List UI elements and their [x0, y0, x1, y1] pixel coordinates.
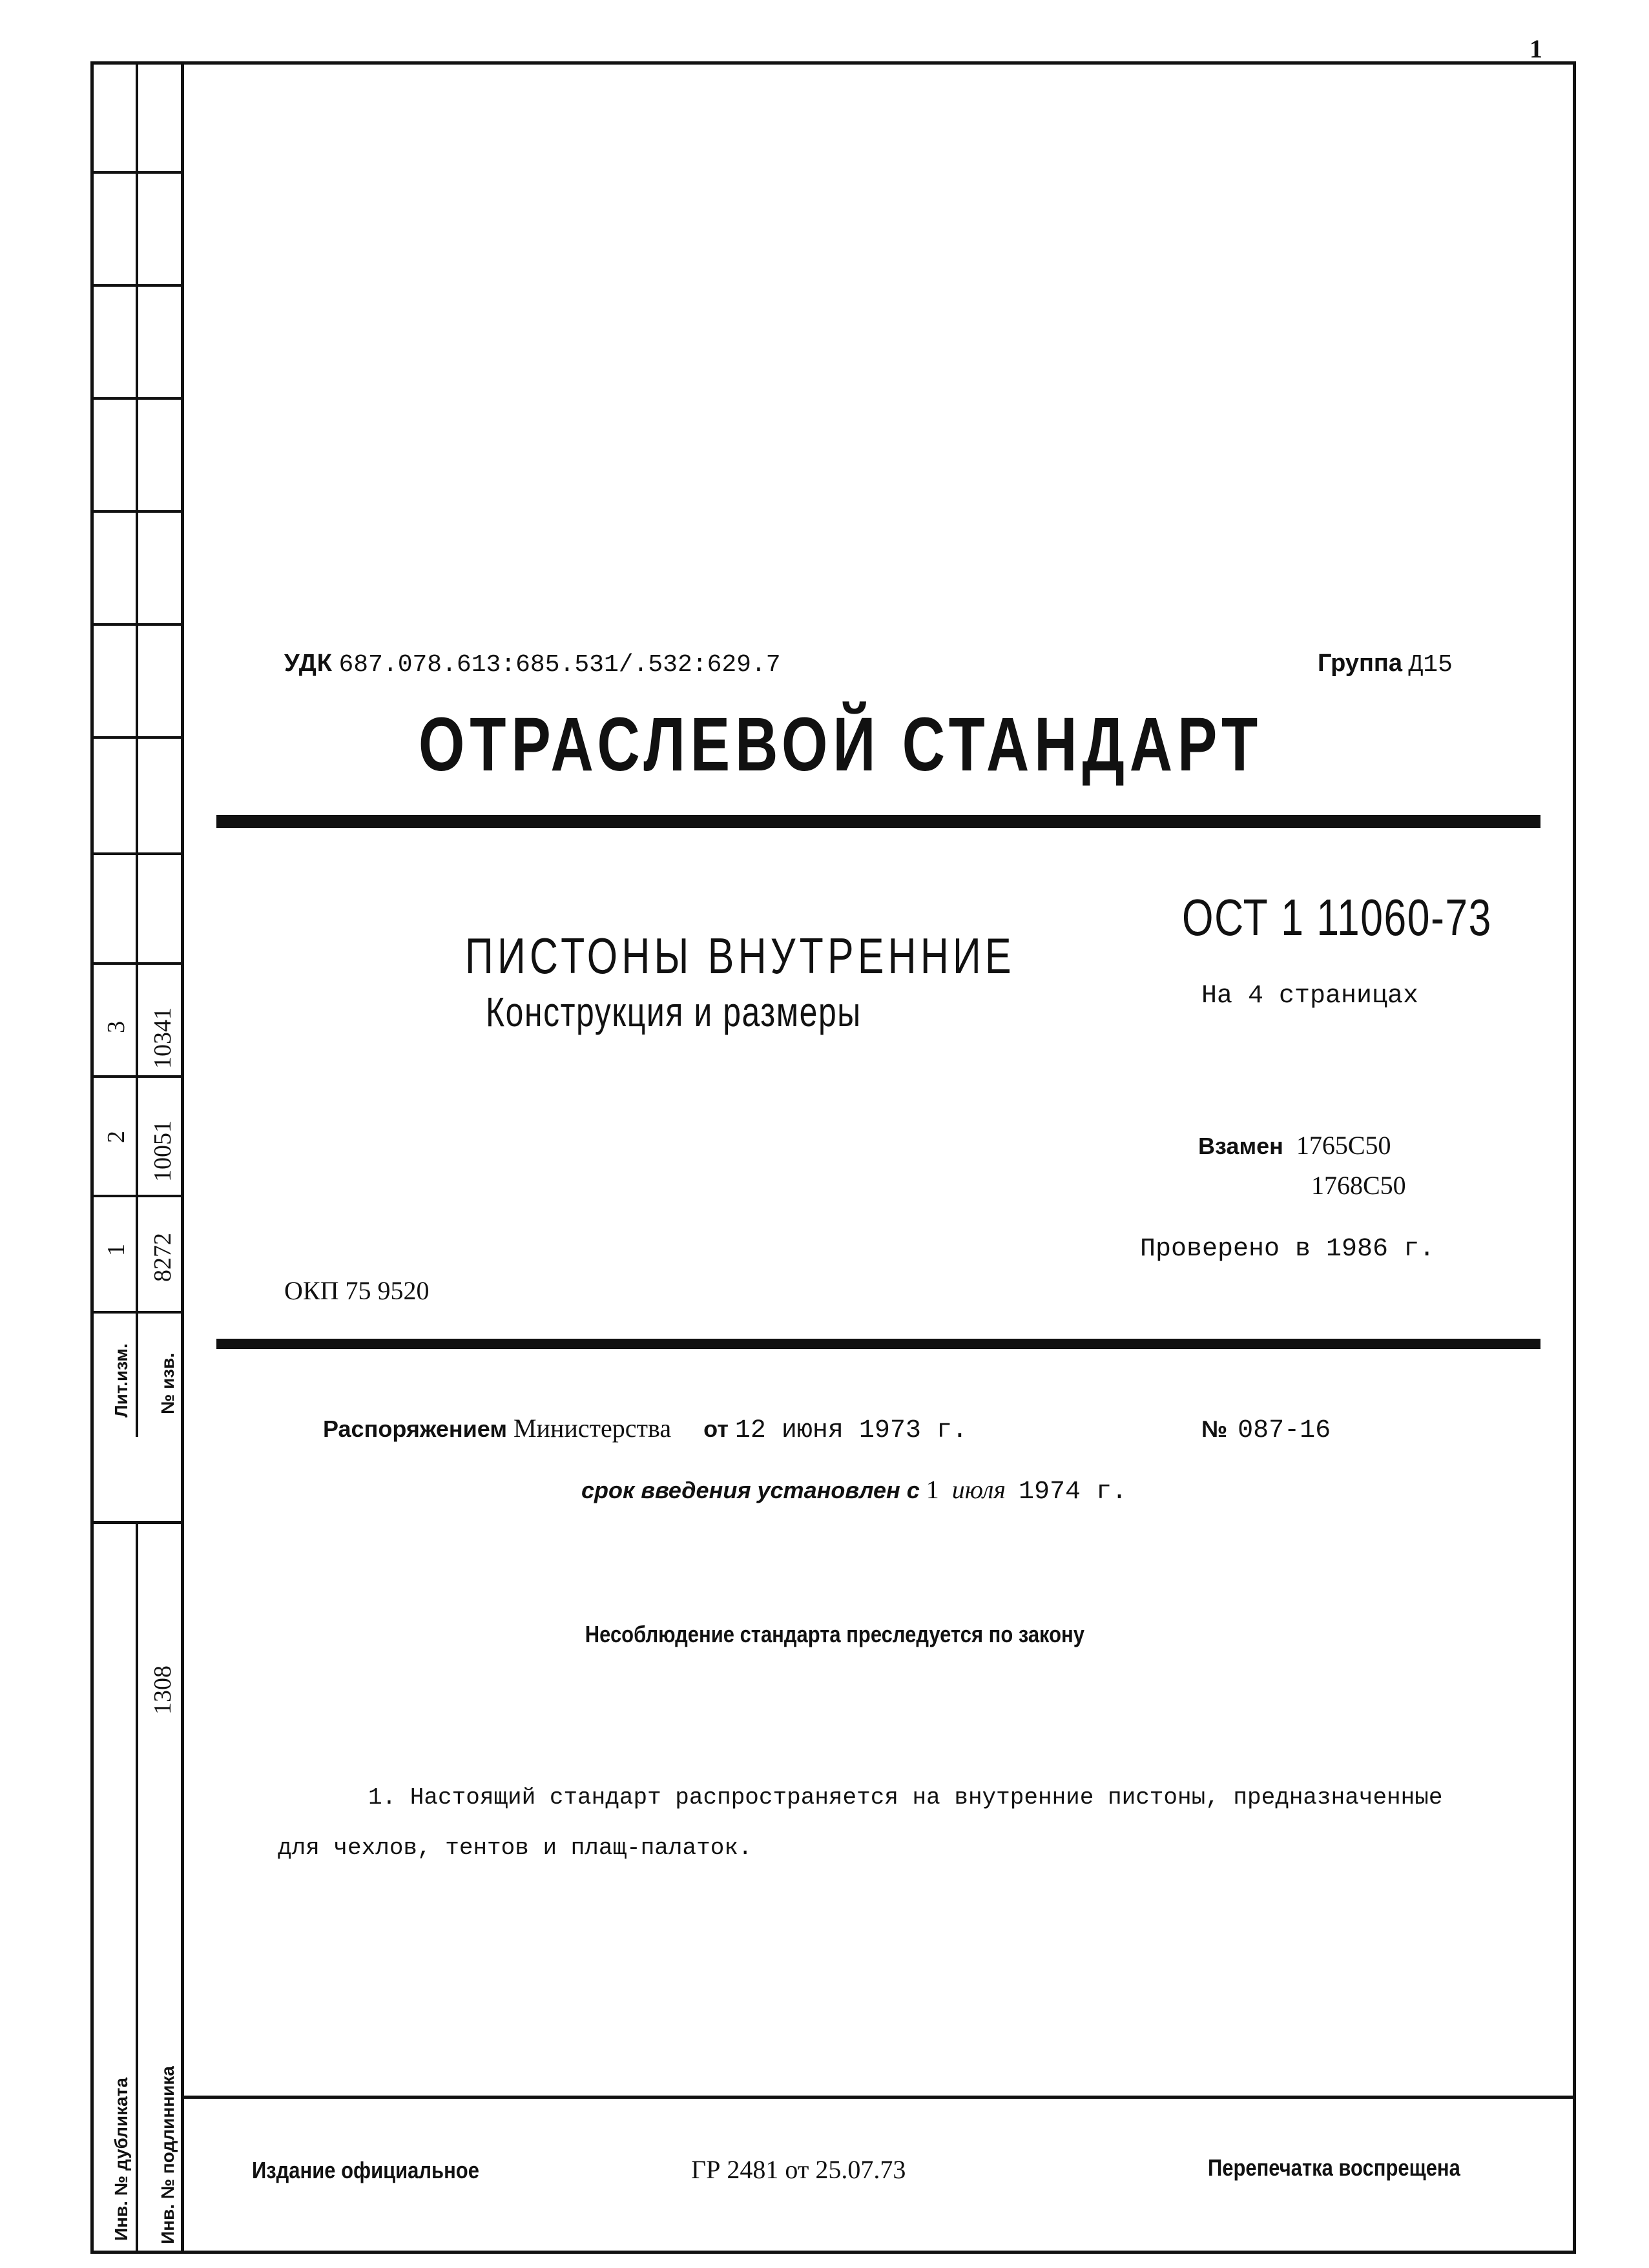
- udk-value: 687.078.613:685.531/.532:629.7: [338, 651, 781, 679]
- footer-edition: Издание официальное: [252, 2157, 479, 2183]
- order-date: 12 июня 1973 г.: [734, 1416, 968, 1445]
- side-header-change-sheet: Лит.изм.: [111, 1343, 131, 1418]
- paragraph-1: [278, 1773, 1460, 1873]
- effective-label: срок введения установлен с: [581, 1477, 920, 1503]
- side-table-divider: [90, 1311, 184, 1314]
- effective-day: 1: [926, 1475, 939, 1504]
- order-line: [323, 1413, 968, 1445]
- standard-number: ОСТ 1 11060-73: [1182, 889, 1492, 946]
- page-number: 1: [1530, 34, 1542, 63]
- order-number-line: [1201, 1413, 1331, 1445]
- footer-reprint: Перепечатка воспрещена: [1208, 2154, 1460, 2181]
- group-line: [1318, 649, 1453, 679]
- udk-label: УДК: [284, 650, 333, 677]
- side-original-inv-label: Инв. № подлинника: [158, 2066, 178, 2244]
- side-change-sheet-1: 1: [103, 1244, 130, 1256]
- legal-note: Несоблюдение стандарта преследуется по закону: [585, 1621, 1084, 1647]
- document-kind-heading: ОТРАСЛЕВОЙ СТАНДАРТ: [418, 702, 1263, 787]
- okp-code: ОКП 75 9520: [284, 1276, 430, 1305]
- paragraph-1-text: 1. Настоящий стандарт распространяется на внутренние пистоны, предназначенные для чехлов, тентов и плащ-палаток.: [278, 1784, 1443, 1861]
- replaces-line: [1198, 1130, 1391, 1160]
- document-title: ПИСТОНЫ ВНУТРЕННИЕ: [465, 927, 1015, 984]
- group-value: Д15: [1408, 651, 1453, 679]
- effective-date-line: [581, 1474, 1127, 1507]
- group-label: Группа: [1318, 650, 1402, 677]
- udk-line: [284, 649, 781, 679]
- effective-month: июля: [951, 1475, 1006, 1504]
- side-table-divider: [90, 1075, 184, 1078]
- document-subtitle: Конструкция и размеры: [486, 989, 862, 1035]
- side-notice-1: 8272: [149, 1233, 176, 1282]
- side-notice-3: 10341: [149, 1007, 176, 1069]
- side-table-divider: [90, 852, 184, 855]
- footer-registration: ГР 2481 от 25.07.73: [691, 2155, 906, 2184]
- replaces-label: Взамен: [1198, 1133, 1283, 1159]
- order-label: Распоряжением: [323, 1416, 507, 1442]
- header-bottom-rule: [216, 1339, 1540, 1349]
- checked-note: Проверено в 1986 г.: [1140, 1235, 1435, 1264]
- side-table-divider: [90, 171, 184, 174]
- side-duplicate-inv-label: Инв. № дубликата: [111, 2077, 131, 2241]
- order-authority: Министерства: [513, 1414, 672, 1443]
- order-number: 087-16: [1238, 1416, 1331, 1445]
- order-date-label: от: [703, 1416, 729, 1442]
- side-table-divider: [90, 284, 184, 287]
- footer-rule: [181, 2096, 1576, 2099]
- side-change-sheet-3: 3: [103, 1021, 130, 1033]
- side-original-inv-value: 1308: [149, 1665, 176, 1715]
- effective-year: 1974 г.: [1019, 1478, 1128, 1507]
- side-table-divider: [90, 510, 184, 513]
- side-table-column-rule: [136, 61, 138, 1437]
- heading-rule: [216, 815, 1540, 828]
- side-change-sheet-2: 2: [103, 1131, 130, 1143]
- order-number-label: №: [1201, 1416, 1228, 1442]
- side-header-notice-no: № изв.: [158, 1352, 178, 1414]
- side-table-divider: [90, 736, 184, 739]
- side-notice-2: 10051: [149, 1120, 176, 1182]
- replaces-item: 1765С50: [1296, 1131, 1391, 1160]
- side-table-divider: [90, 623, 184, 626]
- side-table-divider: [90, 397, 184, 400]
- page-count: На 4 страницах: [1201, 982, 1419, 1011]
- side-table-divider: [90, 1195, 184, 1197]
- side-table-divider: [90, 962, 184, 965]
- replaces-item: 1768С50: [1311, 1171, 1406, 1200]
